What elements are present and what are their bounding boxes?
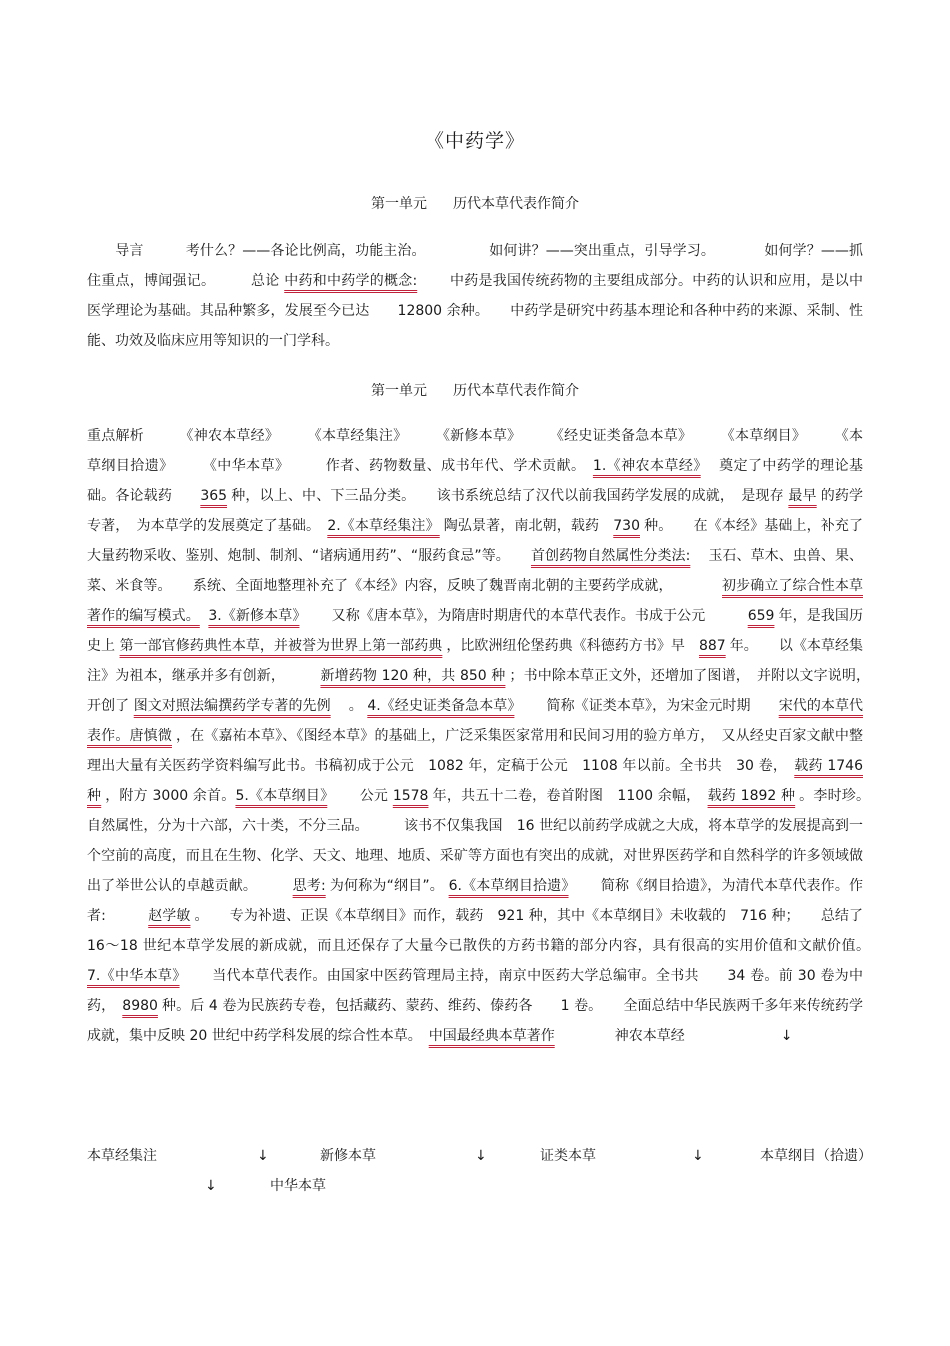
main-paragraph (87, 421, 905, 1051)
paragraph-text: 年。 以《本草经集注》为祖本，继承并多有创新， (87, 638, 864, 684)
highlighted-term: 5.《本草纲目》 (235, 788, 328, 804)
highlighted-term: 730 (613, 518, 640, 534)
paragraph-text: 导言 考什么？——各论比例高，功能主治。 如何讲？——突出重点，引导学习。 如何学？——抓住重点，博闻强记。 总论 (87, 243, 863, 289)
paragraph-text: 为何称为“纲目”。 (329, 878, 449, 894)
paragraph-text: 年，共五十二卷，卷首附图 1100 余幅， (432, 788, 708, 804)
lineage-book: 证类本草 (540, 1148, 596, 1164)
paragraph-text: 简称《证类本草》，为宋金元时期 (518, 698, 779, 714)
paragraph-text: 简称《纲目拾遗》，为清代本草代表作。作者: (87, 878, 864, 924)
highlighted-term: 1578 (392, 788, 429, 804)
highlighted-term: 第一部官修药典性本草，并被誉为世界上第一部药典 (119, 638, 443, 654)
highlighted-term: 载药 1892 种 (707, 788, 796, 804)
unit-label: 第一单元 (371, 196, 427, 212)
unit-heading-1 (0, 193, 950, 213)
down-arrow-icon: ↓ (205, 1178, 217, 1194)
paragraph-text: 中药是我国传统药物的主要组成部分。中药的认识和应用，是以中医学理论为基础。其品种繁多，发展至今已达 12800 余种。 中药学是研究中药基本理论和各种中药的来源、采制、性能、功效及临床应用等知识的一门学科。 (87, 273, 864, 349)
highlighted-term: 2.《本草经集注》 (327, 518, 440, 534)
paragraph-text: 重点解析 《神农本草经》 《本草经集注》 《新修本草》 《经史证类备急本草》 《本草纲目》 《本草纲目拾遗》 《中华本草》 作者、药物数量、成书年代、学术贡献。 (87, 428, 863, 474)
lineage-book: 中华本草 (270, 1178, 326, 1194)
paragraph-text: 种。后 4 卷为民族药专卷，包括藏药、蒙药、维药、傣药各 1 卷。 全面总结中华民族两千多年来传统药学成就，集中反映 20 世纪中药学科发展的综合性本草。 (87, 998, 863, 1044)
highlighted-term: 3.《新修本草》 (208, 608, 300, 624)
paragraph-text: 奠定了中药学的理论基础。各论载药 (87, 458, 864, 504)
unit-topic: 历代本草代表作简介 (453, 383, 579, 399)
highlighted-term: 8980 (122, 998, 158, 1014)
paragraph-text: 种，以上、中、下三品分类。 该书系统总结了汉代以前我国药学发展的成就， 是现存 (231, 488, 789, 504)
paragraph-text: 陶弘景著，南北朝，载药 (443, 518, 614, 534)
paragraph-text: 。李时珍。 自然属性，分为十六部，六十类，不分三品。 该书不仅集我国 16 世纪以前药学成就之大成，将本草学的发展提高到一个空前的高度，而且在生物、化学、天文、地理、地质、采矿等方面也有突出的成就，对世界医药学和自然科学的许多领域做出了举世公认的卓越贡献。 (87, 788, 892, 894)
unit-heading-2 (0, 380, 950, 400)
paragraph-text: 又称《唐本草》，为隋唐时期唐代的本草代表作。书成于公元 (303, 608, 748, 624)
highlighted-term: 7.《中华本草》 (87, 968, 180, 984)
paragraph-text: 公元 (331, 788, 393, 804)
lineage-book: 新修本草 (320, 1148, 376, 1164)
highlighted-term: 中国最经典本草著作 (428, 1028, 555, 1044)
highlighted-term: 载药 1746 种 (87, 758, 863, 804)
unit-topic: 历代本草代表作简介 (453, 196, 579, 212)
highlighted-term: 初步确立了综合性本草著作的编写模式。 (87, 578, 863, 624)
highlighted-term: 659 (747, 608, 775, 624)
highlighted-term: 赵学敏 (148, 908, 191, 924)
down-arrow-icon: ↓ (475, 1148, 487, 1164)
intro-paragraph (87, 236, 863, 356)
highlighted-term: 365 (200, 488, 228, 504)
paragraph-text: 。 专为补遗、正误《本草纲目》而作，载药 921 种，其中《本草纲目》未收载的 716 种； 总结了 16～18 世纪本草学发展的新成就，而且还保存了大量今已散佚的方药书籍的部分内容，具有很高的实用价值和文献价值。 (87, 908, 905, 954)
paragraph-text: 的药学专著， 为本草学的发展奠定了基础。 (87, 488, 864, 534)
highlighted-term: 图文对照法编撰药学专著的先例 (133, 698, 331, 714)
paragraph-text: 种。 在《本经》基础上，补充了大量药物采收、鉴别、炮制、制剂、“诸病通用药”、“服药食忌”等。 (87, 518, 864, 564)
highlighted-term: 中药和中药学的概念: (284, 273, 418, 289)
highlighted-term: 思考: (292, 878, 326, 894)
paragraph-text: ，附方 3000 余首。 (105, 788, 236, 804)
highlighted-term: 最早 (788, 488, 817, 504)
highlighted-term: 新增药物 120 种，共 850 种 (320, 668, 506, 684)
down-arrow-icon: ↓ (780, 1028, 793, 1044)
paragraph-text: ，在《嘉祐本草》、《图经本草》的基础上，广泛采集医家常用和民间习用的验方单方， 又从经史百家文献中整理出大量有关医药学资料编写此书。书稿初成于公元 1082 年，定稿于公元 1108 年以前。全书共 30 卷， (87, 728, 863, 774)
lineage-book: 本草纲目（拾遗） (760, 1148, 872, 1164)
highlighted-term: 1.《神农本草经》 (592, 458, 701, 474)
highlighted-term: 4.《经史证类备急本草》 (367, 698, 515, 714)
unit-label: 第一单元 (371, 383, 427, 399)
lineage-book: 神农本草经 (614, 1028, 685, 1044)
highlighted-term: 宋代的本草代表作。唐慎微 (87, 698, 864, 744)
document-title: 《中药学》 (424, 130, 525, 152)
lineage-book: 本草经集注 (87, 1148, 157, 1164)
lineage-row-4 (87, 1171, 863, 1201)
paragraph-text: ；书中除本草正文外，还增加了图谱， 并附以文字说明， 开创了 (87, 668, 878, 714)
highlighted-term: 首创药物自然属性分类法: (530, 548, 691, 564)
paragraph-text: 玉石、草木、虫兽、果、菜、米食等。 系统、全面地整理补充了《本经》内容，反映了魏晋南北朝的主要药学成就， (87, 548, 864, 594)
paragraph-text: 当代本草代表作。由国家中医药管理局主持，南京中医药大学总编审。全书共 34 卷。前 30 卷为中药， (87, 968, 863, 1014)
highlighted-term: 887 (698, 638, 726, 654)
highlighted-term: 6.《本草纲目拾遗》 (448, 878, 569, 894)
down-arrow-icon: ↓ (257, 1148, 269, 1164)
paragraph-text: ，比欧洲纽伦堡药典《科德药方书》早 (446, 638, 699, 654)
paragraph-text: 。 (334, 698, 368, 714)
down-arrow-icon: ↓ (692, 1148, 704, 1164)
paragraph-text: 年，是我国历史上 (87, 608, 864, 654)
lineage-row-3 (87, 1141, 872, 1171)
